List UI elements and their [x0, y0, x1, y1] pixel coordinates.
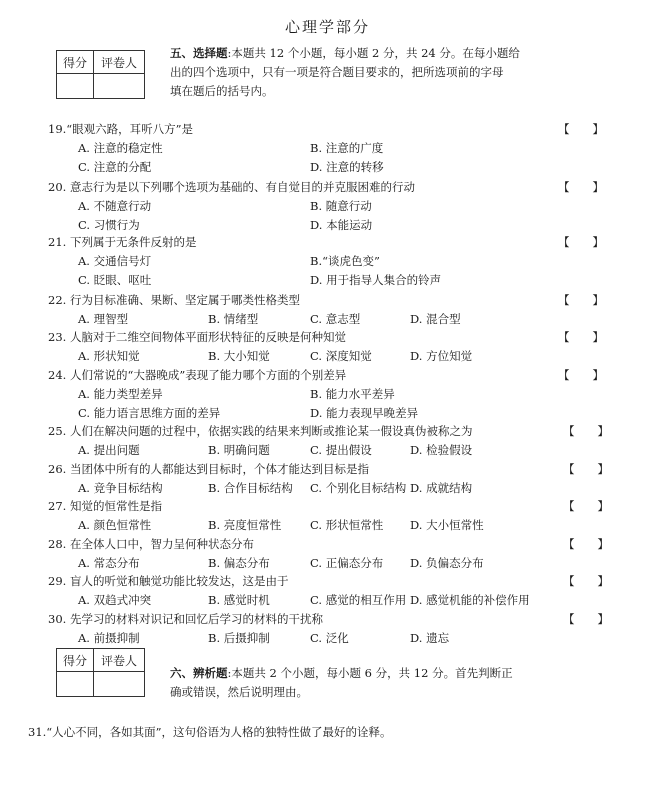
option-d[interactable]: D. 能力表现早晚差异 — [310, 406, 419, 420]
score-table-section6 — [56, 648, 145, 697]
answer-bracket[interactable]: 【 】 — [563, 499, 609, 513]
answer-bracket[interactable]: 【 】 — [563, 424, 609, 438]
section5-line1: :本题共 12 个小题，每小题 2 分，共 24 分。在每小题给 — [227, 46, 520, 60]
grader-header: 评卷人 — [94, 51, 145, 74]
question-stem: 21. 下列属于无条件反射的是 — [48, 235, 197, 249]
option-b[interactable]: B. 随意行动 — [310, 199, 372, 213]
option-b[interactable]: B. 情绪型 — [208, 312, 259, 326]
option-d[interactable]: D. 感觉机能的补偿作用 — [410, 593, 530, 607]
option-b[interactable]: B.“谈虎色变” — [310, 254, 380, 268]
answer-bracket[interactable]: 【 】 — [563, 537, 609, 551]
answer-bracket[interactable]: 【 】 — [558, 293, 604, 307]
option-a[interactable]: A. 形状知觉 — [78, 349, 140, 363]
option-b[interactable]: B. 能力水平差异 — [310, 387, 395, 401]
option-a[interactable]: A. 能力类型差异 — [78, 387, 163, 401]
option-d[interactable]: D. 大小恒常性 — [410, 518, 484, 532]
option-c[interactable]: C. 个别化目标结构 — [310, 481, 407, 495]
option-b[interactable]: B. 明确问题 — [208, 443, 270, 457]
answer-bracket[interactable]: 【 】 — [563, 574, 609, 588]
option-d[interactable]: D. 成就结构 — [410, 481, 473, 495]
answer-bracket[interactable]: 【 】 — [558, 330, 604, 344]
option-c[interactable]: C. 感觉的相互作用 — [310, 593, 407, 607]
question-stem: 20. 意志行为是以下列哪个选项为基础的、有自觉目的并克服困难的行动 — [48, 180, 415, 194]
option-c[interactable]: C. 提出假设 — [310, 443, 372, 457]
score-header: 得分 — [57, 51, 94, 74]
question-stem: 29. 盲人的听觉和触觉功能比较发达，这是由于 — [48, 574, 289, 588]
option-d[interactable]: D. 遗忘 — [410, 631, 450, 645]
option-a[interactable]: A. 前摄抑制 — [78, 631, 140, 645]
question-stem: 26. 当团体中所有的人都能达到目标时，个体才能达到目标是指 — [48, 462, 369, 476]
option-d[interactable]: D. 负偏态分布 — [410, 556, 484, 570]
option-b[interactable]: B. 感觉时机 — [208, 593, 270, 607]
score-table-section5 — [56, 50, 145, 99]
option-c[interactable]: C. 习惯行为 — [78, 218, 140, 232]
question-stem: 25. 人们在解决问题的过程中，依据实践的结果来判断或推论某一假设真伪被称之为 — [48, 424, 473, 438]
option-b[interactable]: B. 后摄抑制 — [208, 631, 270, 645]
score-cell[interactable] — [57, 672, 94, 697]
option-a[interactable]: A. 双趋式冲突 — [78, 593, 152, 607]
question-stem: 23. 人脑对于二维空间物体平面形状特征的反映是何种知觉 — [48, 330, 346, 344]
answer-bracket[interactable]: 【 】 — [563, 462, 609, 476]
option-d[interactable]: D. 混合型 — [410, 312, 461, 326]
question-stem: 30. 先学习的材料对识记和回忆后学习的材料的干扰称 — [48, 612, 323, 626]
option-c[interactable]: C. 正偏态分布 — [310, 556, 384, 570]
section5-heading: 五、选择题 — [170, 46, 228, 60]
question-stem: 19.“眼观六路，耳听八方”是 — [48, 122, 194, 136]
option-a[interactable]: A. 不随意行动 — [78, 199, 152, 213]
answer-bracket[interactable]: 【 】 — [558, 122, 604, 136]
option-d[interactable]: D. 本能运动 — [310, 218, 373, 232]
option-c[interactable]: C. 意志型 — [310, 312, 361, 326]
option-d[interactable]: D. 检验假设 — [410, 443, 473, 457]
option-c[interactable]: C. 能力语言思维方面的差异 — [78, 406, 221, 420]
section5-line3: 填在题后的括号内。 — [170, 84, 274, 98]
question-stem: 22. 行为目标准确、果断、坚定属于哪类性格类型 — [48, 293, 300, 307]
section6-heading: 六、辨析题 — [170, 666, 228, 680]
answer-bracket[interactable]: 【 】 — [558, 235, 604, 249]
option-b[interactable]: B. 合作目标结构 — [208, 481, 293, 495]
section6-line1: :本题共 2 个小题，每小题 6 分，共 12 分。首先判断正 — [227, 666, 513, 680]
option-a[interactable]: A. 注意的稳定性 — [78, 141, 163, 155]
page-title: 心理学部分 — [284, 18, 370, 36]
score-header: 得分 — [57, 649, 94, 672]
option-c[interactable]: C. 注意的分配 — [78, 160, 152, 174]
section6-instructions — [170, 664, 590, 702]
grader-cell[interactable] — [94, 74, 145, 99]
section6-line2: 确或错误，然后说明理由。 — [170, 685, 308, 699]
option-b[interactable]: B. 亮度恒常性 — [208, 518, 282, 532]
question-stem: 28. 在全体人口中，智力呈何种状态分布 — [48, 537, 254, 551]
option-d[interactable]: D. 注意的转移 — [310, 160, 384, 174]
option-c[interactable]: C. 眨眼、呕吐 — [78, 273, 152, 287]
option-b[interactable]: B. 注意的广度 — [310, 141, 384, 155]
grader-header: 评卷人 — [94, 649, 145, 672]
option-a[interactable]: A. 交通信号灯 — [78, 254, 152, 268]
question-stem: 24. 人们常说的“大器晚成”表现了能力哪个方面的个别差异 — [48, 368, 347, 382]
option-c[interactable]: C. 深度知觉 — [310, 349, 372, 363]
option-d[interactable]: D. 用于指导人集合的铃声 — [310, 273, 442, 287]
option-d[interactable]: D. 方位知觉 — [410, 349, 473, 363]
option-a[interactable]: A. 常态分布 — [78, 556, 140, 570]
option-b[interactable]: B. 大小知觉 — [208, 349, 270, 363]
question-31: 31.“人心不同，各如其面”，这句俗语为人格的独特性做了最好的诠释。 — [28, 725, 392, 739]
option-a[interactable]: A. 提出问题 — [78, 443, 140, 457]
option-c[interactable]: C. 形状恒常性 — [310, 518, 384, 532]
option-b[interactable]: B. 偏态分布 — [208, 556, 270, 570]
answer-bracket[interactable]: 【 】 — [558, 368, 604, 382]
score-cell[interactable] — [57, 74, 94, 99]
option-a[interactable]: A. 理智型 — [78, 312, 129, 326]
option-a[interactable]: A. 竞争目标结构 — [78, 481, 163, 495]
question-stem: 27. 知觉的恒常性是指 — [48, 499, 162, 513]
option-c[interactable]: C. 泛化 — [310, 631, 349, 645]
section5-line2: 出的四个选项中，只有一项是符合题目要求的，把所选项前的字母 — [170, 65, 504, 79]
grader-cell[interactable] — [94, 672, 145, 697]
option-a[interactable]: A. 颜色恒常性 — [78, 518, 152, 532]
section5-instructions — [170, 44, 590, 101]
answer-bracket[interactable]: 【 】 — [563, 612, 609, 626]
answer-bracket[interactable]: 【 】 — [558, 180, 604, 194]
